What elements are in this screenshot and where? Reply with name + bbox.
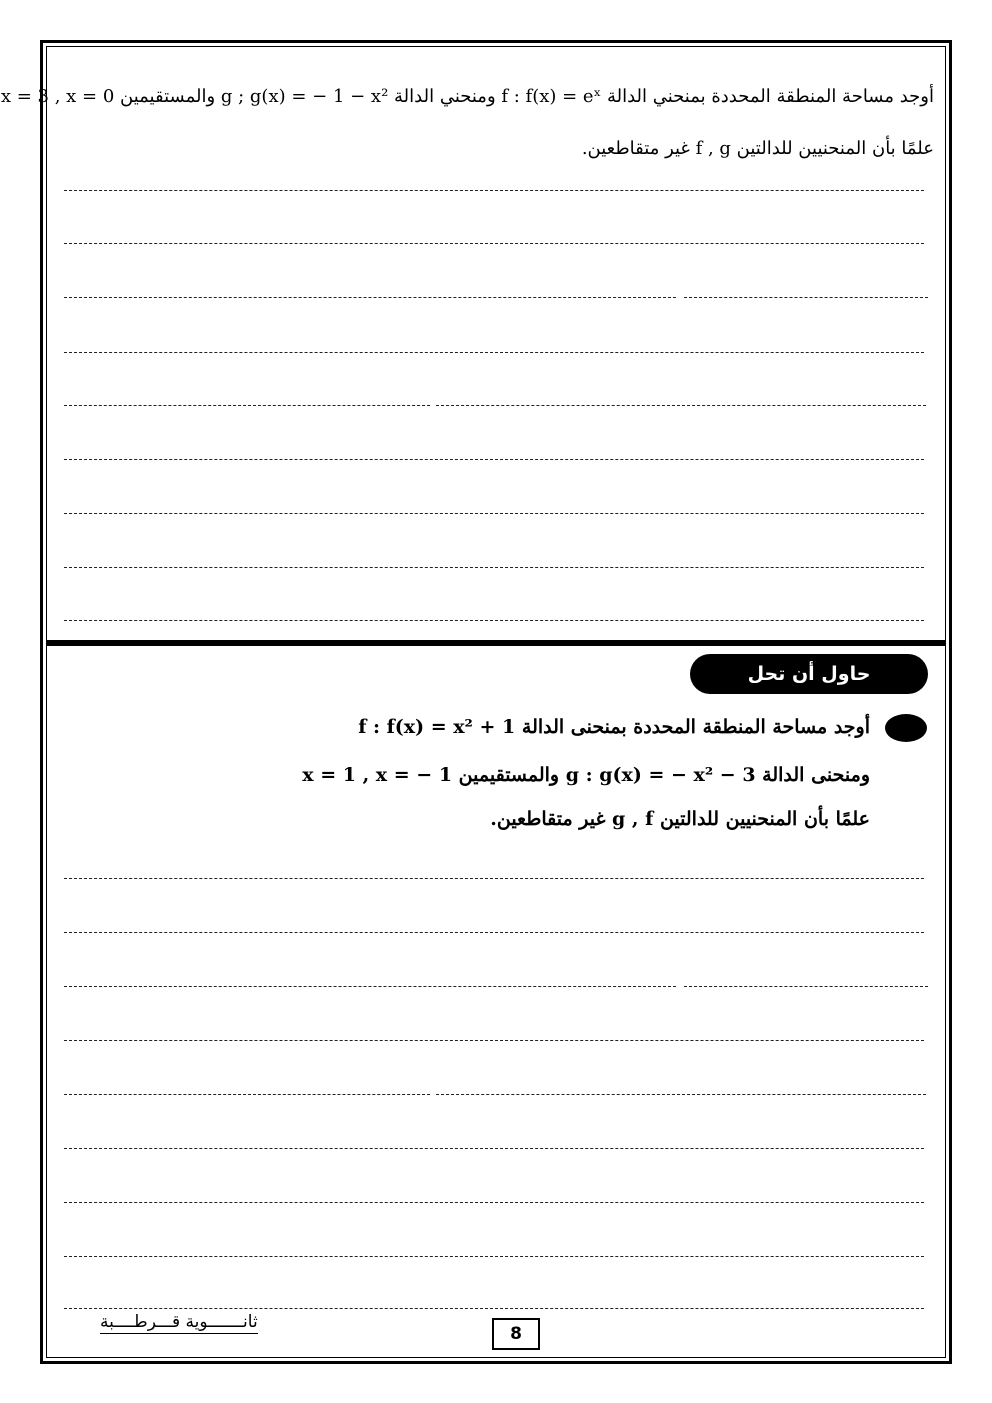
question-2-line-3: علمًا بأن المنحنيين للدالتين g , f غير متقاطعين. [490,808,870,830]
answer-line [436,405,926,406]
answer-line [64,297,676,298]
answer-line [64,567,924,568]
answer-line [684,986,928,987]
answer-line [64,1256,924,1257]
school-name [100,1312,258,1332]
answer-line [64,459,924,460]
answer-line [64,932,924,933]
answer-line [64,878,924,879]
answer-line [64,986,676,987]
try-to-solve-badge: حاول أن تحل [690,654,928,694]
answer-line [64,243,924,244]
answer-line [64,405,430,406]
bullet-icon [885,714,927,742]
school-name-underline [100,1333,258,1334]
answer-line [684,297,928,298]
section-divider [46,640,946,646]
answer-line [64,190,924,191]
answer-line [64,1040,924,1041]
page-number: 8 [492,1318,540,1350]
answer-line [64,620,924,621]
answer-line [64,1308,924,1309]
question-2-line-2: ومنحنى الدالة g : g(x) = − x² − 3 والمستقيمين x = 1 , x = − 1 [302,764,870,786]
answer-line [64,513,924,514]
school-name-text: ثانـــــــوية قـــرطــــبة [100,1312,258,1332]
question-2-line-1: أوجد مساحة المنطقة المحددة بمنحنى الدالة f : f(x) = x² + 1 [358,716,870,738]
answer-line [64,1202,924,1203]
question-1-line-1: أوجد مساحة المنطقة المحددة بمنحني الدالة f : f(x) = eˣ ومنحني الدالة g ; g(x) = − 1 − x² والمستقيمين x = 3 , x = 0 [0,86,934,107]
question-1-line-2: علمًا بأن المنحنيين للدالتين f , g غير متقاطعين. [581,138,934,159]
answer-line [64,1094,430,1095]
answer-line [64,1148,924,1149]
answer-line [436,1094,926,1095]
answer-line [64,352,924,353]
